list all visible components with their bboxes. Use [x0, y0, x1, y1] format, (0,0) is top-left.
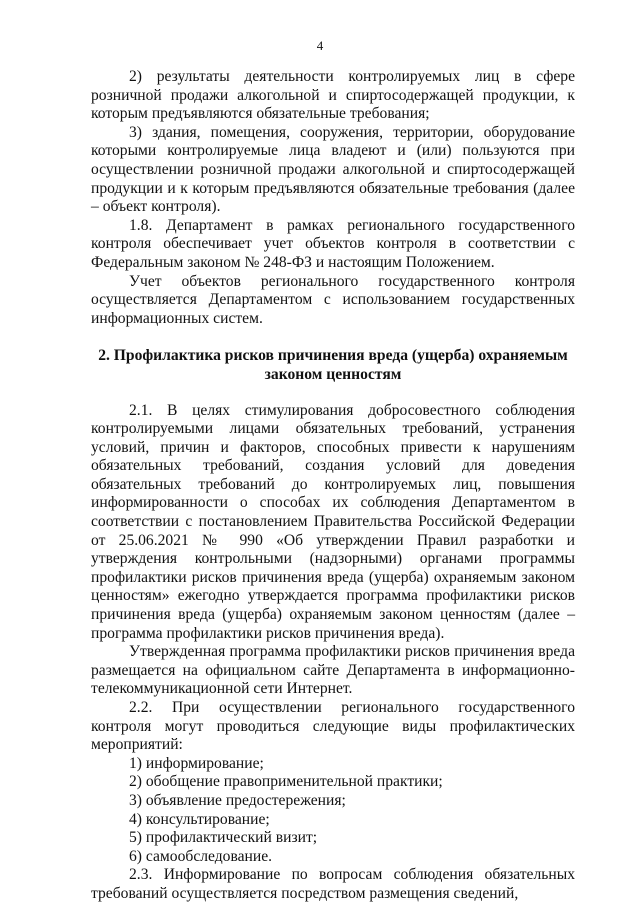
- paragraph-2-2: 2.2. При осуществлении регионального государственного контроля могут проводиться следующие виды профилактических мероприятий:: [91, 699, 575, 754]
- page-number: 4: [316, 38, 324, 53]
- list-item: 4) консультирование;: [129, 810, 270, 828]
- document-body: [91, 68, 575, 904]
- paragraph-results: 2) результаты деятельности контролируемых лиц в сфере розничной продажи алкогольной и спиртосодержащей продукции, к которым предъявляются обязательные требования;: [91, 68, 575, 123]
- paragraph-accounting: Учет объектов регионального государственного контроля осуществляется Департаментом с использованием государственных информационных систем.: [91, 272, 575, 327]
- list-item: 2) обобщение правоприменительной практики;: [129, 773, 443, 791]
- measures-list: [91, 755, 575, 867]
- section-title: 2. Профилактика рисков причинения вреда (ущерба) охраняемым законом ценностям: [98, 347, 568, 383]
- list-item: 6) самообследование.: [129, 847, 273, 865]
- list-item: 3) объявление предостережения;: [129, 791, 346, 809]
- paragraph-buildings: 3) здания, помещения, сооружения, территории, оборудование которыми контролируемые лица владеют и (или) пользуются при осуществлении розничной продажи алкогольной и спиртосодержащей продукции и к которым предъявляются обязательные требования (далее – объект контроля).: [91, 123, 575, 216]
- list-item: 5) профилактический визит;: [129, 829, 318, 847]
- paragraph-2-3: 2.3. Информирование по вопросам соблюдения обязательных требований осуществляется посредством размещения сведений,: [91, 866, 575, 902]
- paragraph-2-1: 2.1. В целях стимулирования добросовестного соблюдения контролируемыми лицами обязательных требований, устранения условий, причин и факторов, способных привести к нарушениям обязательных требований, создания условий для доведения обязательных требований до контролируемых лиц, повышения информированности о способах их соблюдения Департаментом в соответствии с постановлением Правительства Российской Федерации от 25.06.2021 № 990 «Об утверждении Правил разработки и утверждения контрольными (надзорными) органами программы профилактики рисков причинения вреда (ущерба) охраняемым законом ценностям» ежегодно утверждается программа профилактики рисков причинения вреда (ущерба) охраняемым законом ценностям (далее – программа профилактики рисков причинения вреда).: [91, 401, 575, 642]
- paragraph-1-8: 1.8. Департамент в рамках регионального государственного контроля обеспечивает учет объектов контроля в соответствии с Федеральным законом № 248-ФЗ и настоящим Положением.: [91, 216, 575, 271]
- list-item: 1) информирование;: [129, 754, 264, 772]
- paragraph-program-published: Утвержденная программа профилактики рисков причинения вреда размещается на официальном сайте Департамента в информационно-телекоммуникационной сети Интернет.: [91, 643, 575, 698]
